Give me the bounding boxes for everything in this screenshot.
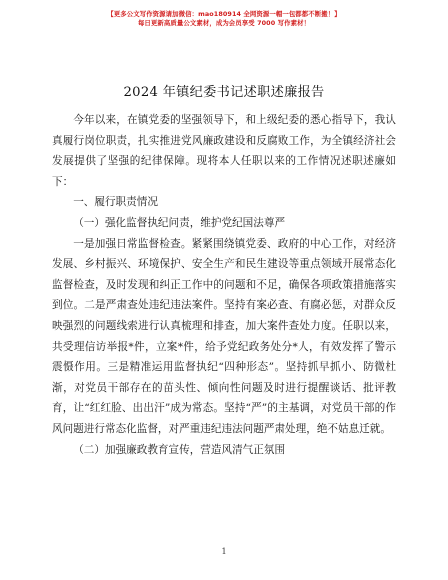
document-title: 2024 年镇纪委书记述职述廉报告 (123, 85, 325, 100)
body-paragraph: 一是加强日常监督检查。紧紧围绕镇党委、政府的中心工作，对经济发展、乡村振兴、环境保护、安全生产和民生建设等重点领域开展常态化监督检查，及时发现和纠正工作中的问题和不足，确保各项政策措施落实到位。二是严肃查处违纪违法案件。坚持有案必查、有腐必惩，对群众反映强烈的问题线索进行认真梳理和排查，加大案件查处力度。任职以来，共受理信访举报*件，立案*件，给予党纪政务处分*人，有效发挥了警示震慑作用。三是精准运用监督执纪“四种形态”。坚持抓早抓小、防微杜渐，对党员干部存在的苗头性、倾向性问题及时进行提醒谈话、批评教育，让“红红脸、出出汗”成为常态。坚持“严”的主基调，对党员干部的作风问题进行常态化监督，对严重违纪违法问题严肃处理，绝不姑息迁就。 (52, 237, 396, 435)
subsection-heading-1: （一）强化监督执纪问责，维护党纪国法尊严 (73, 216, 286, 229)
promo-banner (0, 10, 448, 28)
promo-banner-line2: 每日更新高质量公文素材，成为会员享受 7000 写作素材！ (137, 19, 311, 27)
section-heading-1: 一、履行职责情况 (73, 196, 158, 209)
intro-paragraph: 今年以来，在镇党委的坚强领导下，和上级纪委的悉心指导下，我认真履行岗位职责，扎实推进党风廉政建设和反腐败工作，为全镇经济社会发展提供了坚强的纪律保障。现将本人任职以来的工作情况述职述廉如下： (52, 114, 396, 188)
document-body (52, 110, 396, 460)
page-number: 1 (221, 547, 227, 556)
promo-banner-line1: 【更多公文写作资源请加微信：mao180914 全网资源一帽一包都都不断搬！】 (107, 10, 341, 18)
subsection-heading-2: （二）加强廉政教育宣传，营造风清气正氛围 (73, 443, 286, 456)
